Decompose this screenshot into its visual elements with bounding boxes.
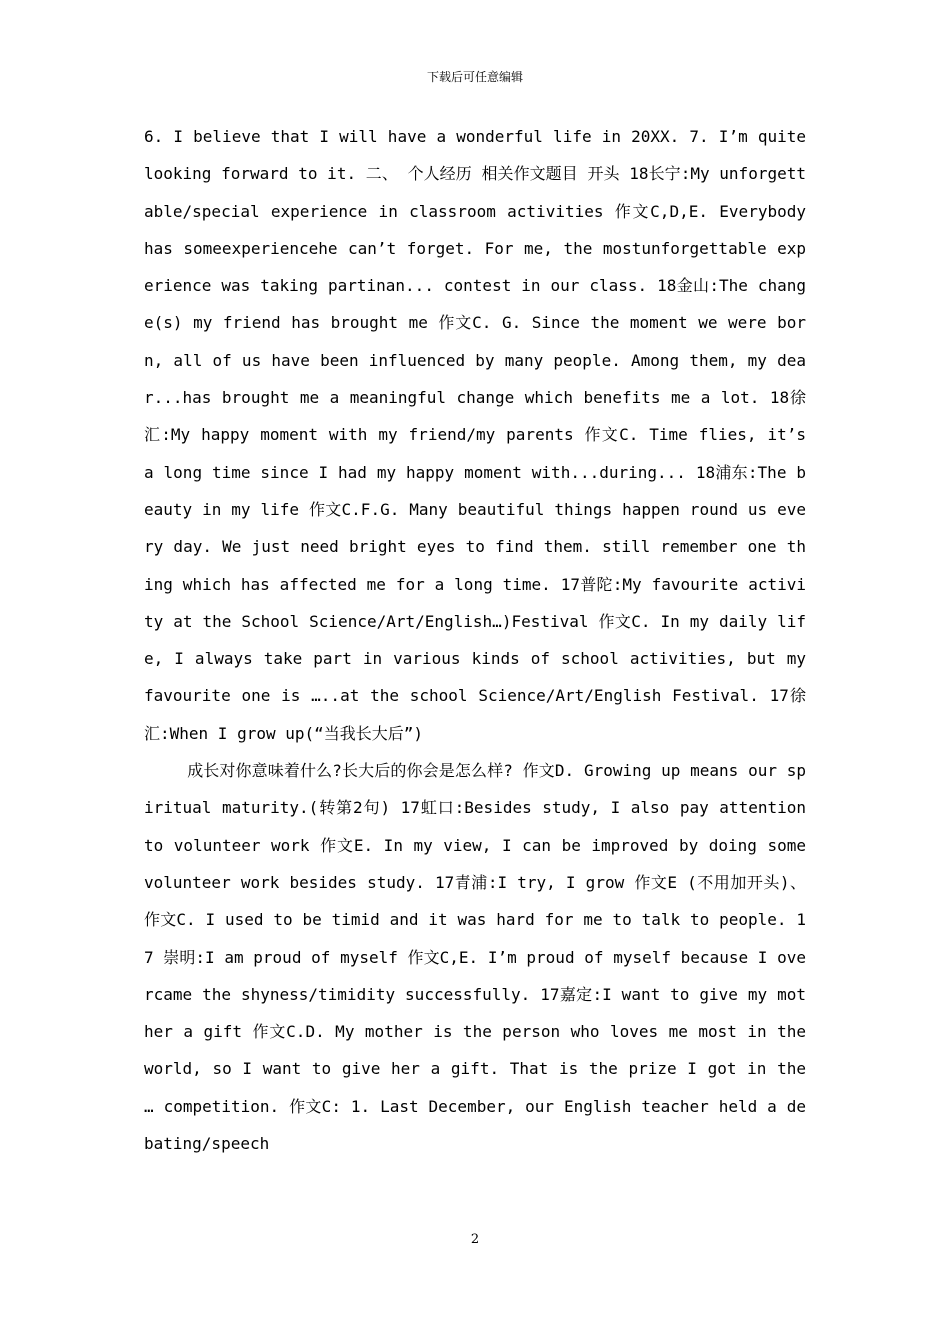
paragraph: 6. I believe that I will have a wonderful life in 20XX. 7. I’m quite looking forward to it. 二、 个人经历 相关作文题目 开头 18长宁:My unforgettable/special experience in classroom activities 作文C,D,E. Everybody has someexperiencehe can’t forget. For me, the mostunforgettable experience was taking partinan... contest in our class. 18金山:The change(s) my friend has brought me 作文C. G. Since the moment we were born, all of us have been influenced by many people. Among them, my dear...has brought me a meaningful change which benefits me a lot. 18徐汇:My happy moment with my friend/my parents 作文C. Time flies, it’s a long time since I had my happy moment with...during... 18浦东:The beauty in my life 作文C.F.G. Many beautiful things happen round us every day. We just need bright eyes to find them. still remember one thing which has affected me for a long time. 17普陀:My favourite activity at the School Science/Art/English…)Festival 作文C. In my daily life, I always take part in various kinds of school activities, but my favourite one is …..at the school Science/Art/English Festival. 17徐汇:When I grow up(“当我长大后”) xyxy=(144,127,807,743)
paragraph: 成长对你意味着什么?长大后的你会是怎么样? 作文D. Growing up means our spiritual maturity.(转第2句) 17虹口:Besides study, I also pay attention to volunteer work 作文E. In my view, I can be improved by doing some volunteer work besides study. 17青浦:I try, I grow 作文E (不用加开头)、作文C. I used to be timid and it was hard for me to talk to people. 17 崇明:I am proud of myself 作文C,E. I’m proud of myself because I overcame the shyness/timidity successfully. 17嘉定:I want to give my mother a gift 作文C.D. My mother is the person who loves me most in the world, so I want to give her a gift. That is the prize I got in the … competition. 作文C: 1. Last December, our English teacher held a debating/speech xyxy=(144,761,806,1154)
page-header: 下载后可任意编辑 xyxy=(426,70,523,84)
document-body xyxy=(144,118,806,1162)
page-number: 2 xyxy=(470,1232,480,1247)
